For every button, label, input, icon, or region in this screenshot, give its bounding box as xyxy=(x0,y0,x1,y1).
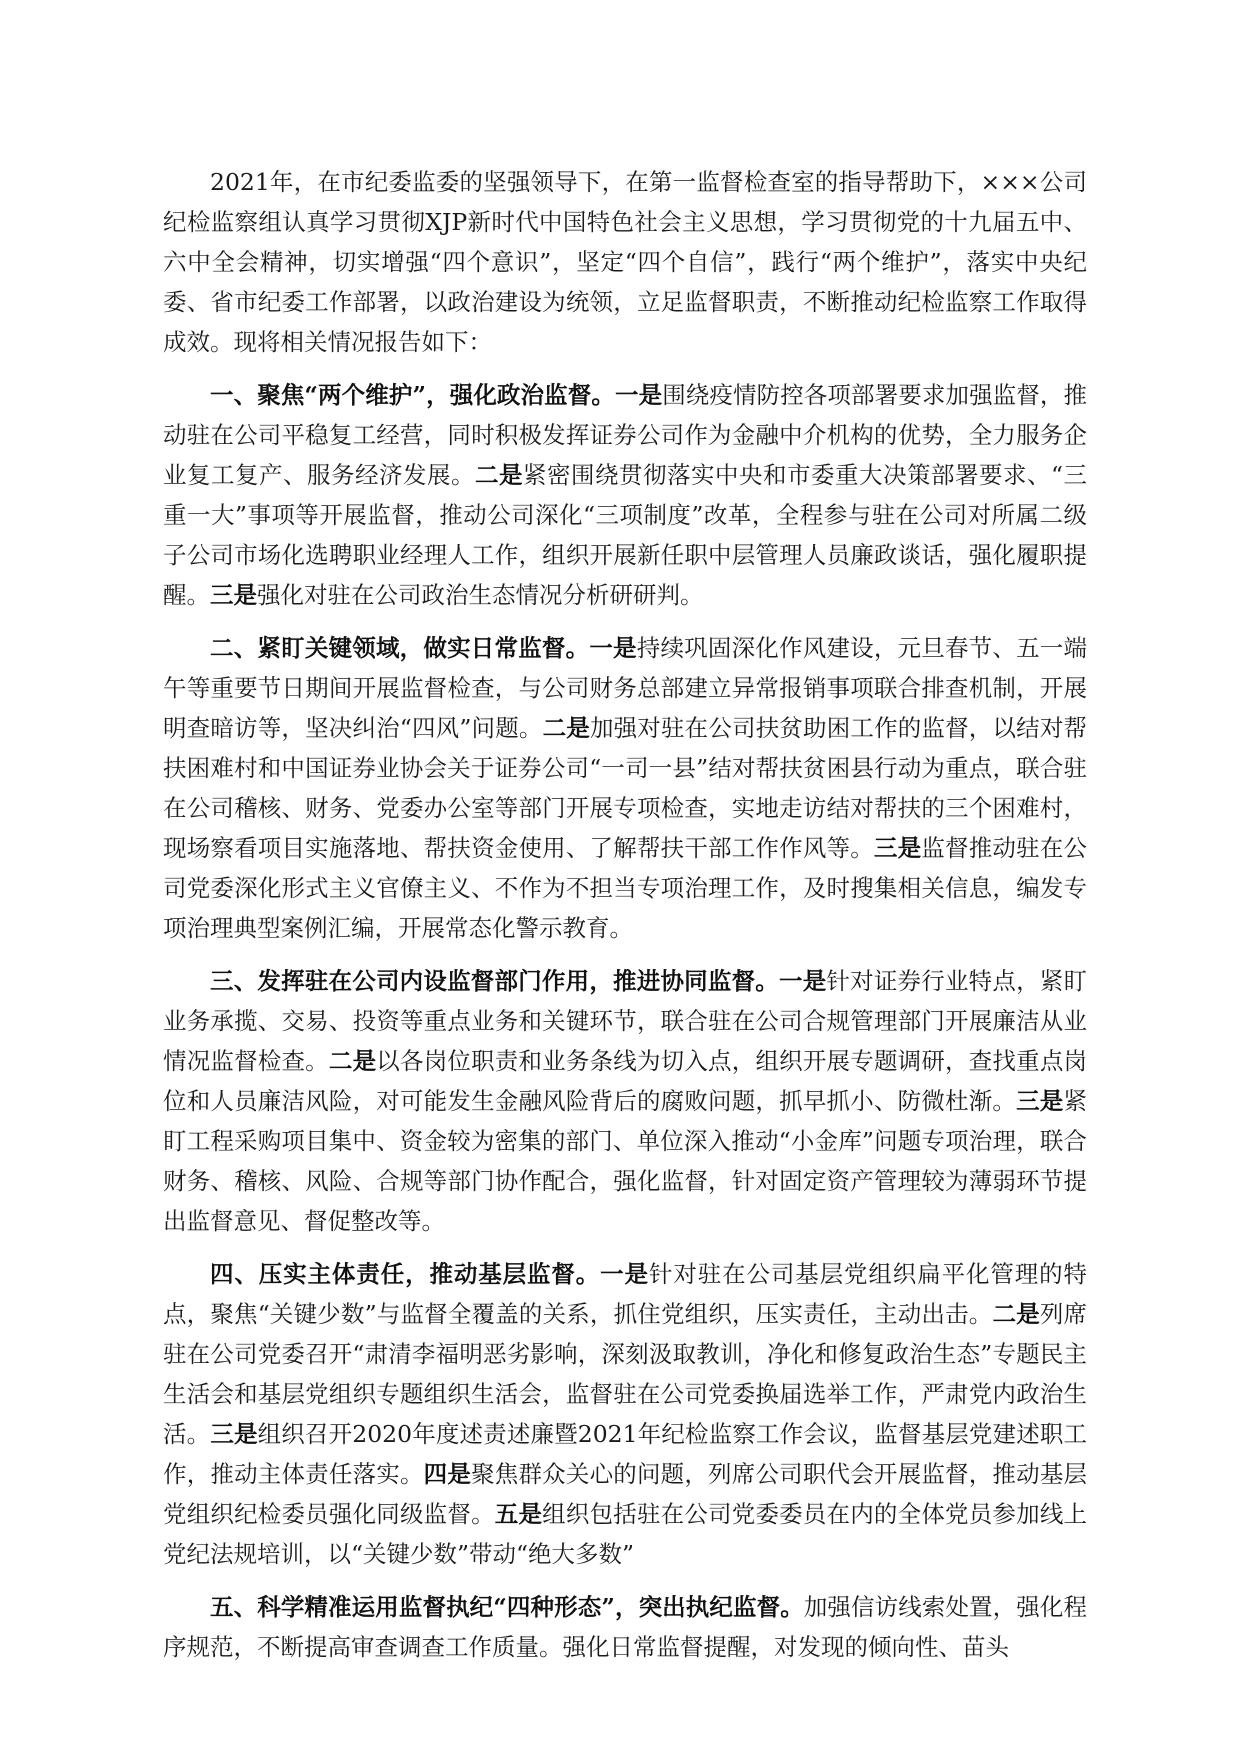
item-text: 组织召开2020年度述责述廉暨2021年纪检监察工作会议，监督基层党建述职工作，推动主体责任落实。 xyxy=(163,1420,1087,1488)
intro-paragraph: 2021年，在市纪委监委的坚强领导下，在第一监督检查室的指导帮助下，×××公司纪检监察组认真学习贯彻XJP新时代中国特色社会主义思想，学习贯彻党的十九届五中、六中全会精神，切实增强“四个意识”，坚定“四个自信”，践行“两个维护”，落实中央纪委、省市纪委工作部署，以政治建设为统领，立足监督职责，不断推动纪检监察工作取得成效。现将相关情况报告如下： xyxy=(163,168,1087,356)
item-marker: 一是 xyxy=(589,634,637,662)
section-paragraph-5 xyxy=(163,1587,1087,1667)
item-marker: 五是 xyxy=(494,1500,543,1528)
item-text: 围绕疫情防控各项部署要求加强监督，推动驻在公司平稳复工经营，同时积极发挥证券公司作为金融中介机构的优势，全力服务企业复工复产、服务经济发展。 xyxy=(163,381,1088,489)
item-text: 针对驻在公司基层党组织扁平化管理的特点，聚焦“关键少数”与监督全覆盖的关系，抓住党组织，压实责任，主动出击。 xyxy=(163,1260,1088,1328)
item-text: 紧盯工程采购项目集中、资金较为密集的部门、单位深入推动“小金库”问题专项治理，联合财务、稽核、风险、合规等部门协作配合，强化监督，针对固定资产管理较为薄弱环节提出监督意见、督促整改等。 xyxy=(163,1087,1088,1235)
item-marker: 三是 xyxy=(210,1420,258,1448)
item-text: 持续巩固深化作风建设，元旦春节、五一端午等重要节日期间开展监督检查，与公司财务总部建立异常报销事项联合排查机制，开展明查暗访等，坚决纠治“四风”问题。 xyxy=(163,634,1088,742)
item-marker: 三是 xyxy=(873,834,922,862)
item-text: 组织包括驻在公司党委委员在内的全体党员参加线上党纪法规培训，以“关键少数”带动“绝大多数” xyxy=(163,1500,1088,1568)
section-heading-1: 一、聚焦“两个维护”，强化政治监督。 xyxy=(210,381,615,409)
item-marker: 一是 xyxy=(614,381,663,409)
item-text: 监督推动驻在公司党委深化形式主义官僚主义、不作为不担当专项治理工作，及时搜集相关信息，编发专项治理典型案例汇编，开展常态化警示教育。 xyxy=(163,834,1088,942)
section-heading-5: 五、科学精准运用监督执纪“四种形态”，突出执纪监督。 xyxy=(210,1593,804,1621)
item-marker: 二是 xyxy=(542,714,590,742)
item-text: 列席驻在公司党委召开“肃清李福明恶劣影响，深刻汲取教训，净化和修复政治生态”专题民主生活会和基层党组织专题组织生活会，监督驻在公司党委换届选举工作，严肃党内政治生活。 xyxy=(163,1300,1088,1448)
item-marker: 三是 xyxy=(1016,1087,1064,1115)
section-heading-4: 四、压实主体责任，推动基层监督。 xyxy=(210,1260,601,1288)
document-body xyxy=(163,162,1087,1667)
item-marker: 二是 xyxy=(992,1300,1040,1328)
item-marker: 三是 xyxy=(210,581,257,609)
item-text: 强化对驻在公司政治生态情况分析研研判。 xyxy=(257,581,704,609)
item-text: 针对证券行业特点，紧盯业务承揽、交易、投资等重点业务和关键环节，联合驻在公司合规管理部门开展廉洁从业情况监督检查。 xyxy=(163,967,1088,1075)
item-marker: 二是 xyxy=(328,1047,377,1075)
item-text: 聚焦群众关心的问题，列席公司职代会开展监督，推动基层党组织纪检委员强化同级监督。 xyxy=(163,1460,1088,1528)
section-heading-3: 三、发挥驻在公司内设监督部门作用，推进协同监督。 xyxy=(210,967,779,995)
section-paragraph-2 xyxy=(163,628,1087,948)
section-heading-2: 二、紧盯关键领域，做实日常监督。 xyxy=(210,634,590,662)
item-text: 以各岗位职责和业务条线为切入点，组织开展专题调研，查找重点岗位和人员廉洁风险，对可能发生金融风险背后的腐败问题，抓早抓小、防微杜渐。 xyxy=(163,1047,1088,1115)
section-paragraph-4 xyxy=(163,1254,1087,1574)
item-marker: 二是 xyxy=(475,461,523,489)
section-paragraph-3 xyxy=(163,961,1087,1241)
item-text: 加强信访线索处置，强化程序规范，不断提高审查调查工作质量。强化日常监督提醒，对发现的倾向性、苗头 xyxy=(163,1593,1087,1661)
item-marker: 四是 xyxy=(423,1460,472,1488)
item-marker: 一是 xyxy=(779,967,827,995)
item-marker: 一是 xyxy=(600,1260,649,1288)
item-text: 加强对驻在公司扶贫助困工作的监督，以结对帮扶困难村和中国证券业协会关于证券公司“一司一县”结对帮扶贫困县行动为重点，联合驻在公司稽核、财务、党委办公室等部门开展专项检查，实地走访结对帮扶的三个困难村，现场察看项目实施落地、帮扶资金使用、了解帮扶干部工作作风等。 xyxy=(163,714,1088,862)
item-text: 紧密围绕贯彻落实中央和市委重大决策部署要求、“三重一大”事项等开展监督，推动公司深化“三项制度”改革，全程参与驻在公司对所属二级子公司市场化选聘职业经理人工作，组织开展新任职中层管理人员廉政谈话，强化履职提醒。 xyxy=(163,461,1088,609)
section-paragraph-1 xyxy=(163,375,1087,615)
